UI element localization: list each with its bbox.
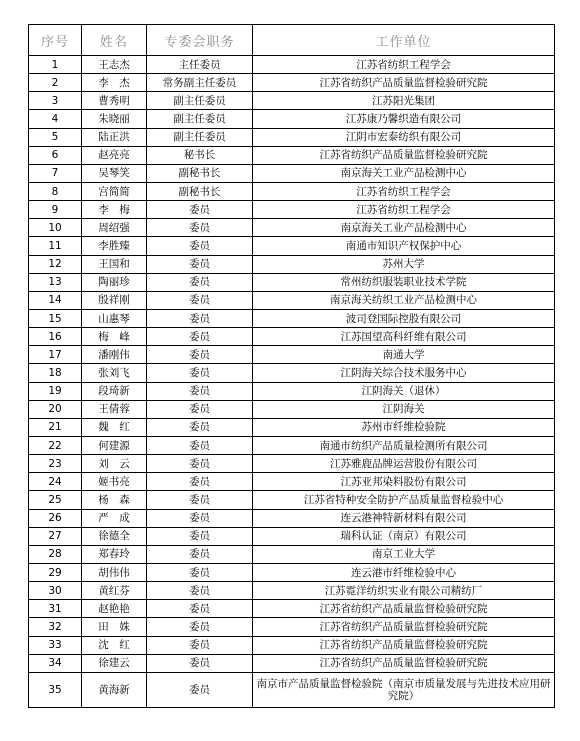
cell-workplace: 常州纺织服装职业技术学院 [253, 273, 555, 291]
cell-workplace: 江苏省纺织产品质量监督检验研究院 [253, 600, 555, 618]
table-row [29, 182, 555, 200]
cell-position: 副主任委员 [147, 110, 253, 128]
cell-index: 35 [29, 672, 82, 707]
table-row [29, 328, 555, 346]
table-row [29, 473, 555, 491]
cell-name: 严 成 [82, 509, 147, 527]
cell-name: 段琦新 [82, 382, 147, 400]
cell-position: 委员 [147, 491, 253, 509]
cell-name: 周绍强 [82, 219, 147, 237]
cell-index: 25 [29, 491, 82, 509]
cell-position: 委员 [147, 364, 253, 382]
cell-workplace: 江苏雅鹿品牌运营股份有限公司 [253, 455, 555, 473]
cell-position: 委员 [147, 618, 253, 636]
cell-position: 委员 [147, 672, 253, 707]
cell-index: 28 [29, 545, 82, 563]
table-row [29, 527, 555, 545]
cell-position: 委员 [147, 455, 253, 473]
cell-name: 王国和 [82, 255, 147, 273]
cell-name: 徐德全 [82, 527, 147, 545]
table-row [29, 146, 555, 164]
table-row [29, 600, 555, 618]
cell-position: 委员 [147, 545, 253, 563]
cell-workplace: 江阴海关（退休） [253, 382, 555, 400]
cell-index: 10 [29, 219, 82, 237]
cell-name: 陆正洪 [82, 128, 147, 146]
cell-workplace: 波司登国际控股有限公司 [253, 309, 555, 327]
cell-index: 15 [29, 309, 82, 327]
cell-position: 委员 [147, 654, 253, 672]
cell-workplace: 江苏省纺织产品质量监督检验研究院 [253, 146, 555, 164]
cell-name: 赵亮亮 [82, 146, 147, 164]
cell-position: 副秘书长 [147, 164, 253, 182]
cell-index: 18 [29, 364, 82, 382]
table-row [29, 273, 555, 291]
table-row [29, 563, 555, 581]
cell-index: 30 [29, 582, 82, 600]
cell-position: 委员 [147, 201, 253, 219]
table-row [29, 418, 555, 436]
cell-workplace: 南京海关纺织工业产品检测中心 [253, 291, 555, 309]
cell-name: 姬书亮 [82, 473, 147, 491]
cell-index: 14 [29, 291, 82, 309]
cell-index: 21 [29, 418, 82, 436]
cell-name: 徐建云 [82, 654, 147, 672]
cell-name: 田 姝 [82, 618, 147, 636]
cell-workplace: 江阴市宏泰纺织有限公司 [253, 128, 555, 146]
cell-workplace: 南京市产品质量监督检验院（南京市质量发展与先进技术应用研究院） [253, 672, 555, 707]
header-row [29, 25, 555, 56]
cell-index: 31 [29, 600, 82, 618]
cell-name: 李 梅 [82, 201, 147, 219]
table-row [29, 219, 555, 237]
header-index: 序号 [29, 25, 82, 56]
table-row [29, 654, 555, 672]
cell-index: 27 [29, 527, 82, 545]
cell-index: 1 [29, 56, 82, 74]
cell-index: 32 [29, 618, 82, 636]
cell-position: 委员 [147, 237, 253, 255]
cell-position: 秘书长 [147, 146, 253, 164]
table-row [29, 672, 555, 707]
table-row [29, 92, 555, 110]
cell-name: 李胜臻 [82, 237, 147, 255]
header-name: 姓名 [82, 25, 147, 56]
cell-index: 33 [29, 636, 82, 654]
cell-workplace: 南京工业大学 [253, 545, 555, 563]
table-header [29, 25, 555, 56]
cell-workplace: 江苏省纺织产品质量监督检验研究院 [253, 618, 555, 636]
cell-index: 17 [29, 346, 82, 364]
cell-workplace: 江苏省纺织工程学会 [253, 56, 555, 74]
cell-workplace: 江苏阳光集团 [253, 92, 555, 110]
cell-workplace: 苏州市纤维检验院 [253, 418, 555, 436]
table-row [29, 582, 555, 600]
cell-index: 22 [29, 436, 82, 454]
cell-workplace: 江阴海关综合技术服务中心 [253, 364, 555, 382]
cell-workplace: 江苏霓洋纺织实业有限公司精纺厂 [253, 582, 555, 600]
cell-name: 王志杰 [82, 56, 147, 74]
cell-index: 3 [29, 92, 82, 110]
cell-position: 委员 [147, 328, 253, 346]
cell-index: 23 [29, 455, 82, 473]
cell-position: 委员 [147, 563, 253, 581]
table-row [29, 291, 555, 309]
cell-name: 张刘飞 [82, 364, 147, 382]
cell-position: 委员 [147, 309, 253, 327]
cell-position: 委员 [147, 346, 253, 364]
cell-name: 黄红芬 [82, 582, 147, 600]
cell-name: 曹秀明 [82, 92, 147, 110]
committee-member-table [28, 24, 555, 708]
table-row [29, 201, 555, 219]
table-row [29, 309, 555, 327]
table-row [29, 545, 555, 563]
table-row [29, 56, 555, 74]
cell-workplace: 南京海关工业产品检测中心 [253, 219, 555, 237]
cell-name: 胡伟伟 [82, 563, 147, 581]
cell-name: 陶丽珍 [82, 273, 147, 291]
cell-workplace: 江苏亚邦染料股份有限公司 [253, 473, 555, 491]
cell-workplace: 江苏省纺织产品质量监督检验研究院 [253, 636, 555, 654]
cell-workplace: 南通市纺织产品质量检测所有限公司 [253, 436, 555, 454]
table-row [29, 455, 555, 473]
cell-workplace: 江阴海关 [253, 400, 555, 418]
cell-workplace: 南京海关工业产品检测中心 [253, 164, 555, 182]
cell-name: 魏 红 [82, 418, 147, 436]
cell-position: 常务副主任委员 [147, 74, 253, 92]
table-row [29, 74, 555, 92]
table-row [29, 346, 555, 364]
table-body [29, 56, 555, 708]
table-row [29, 436, 555, 454]
cell-index: 2 [29, 74, 82, 92]
table-row [29, 364, 555, 382]
cell-name: 朱晓丽 [82, 110, 147, 128]
cell-index: 34 [29, 654, 82, 672]
table-row [29, 255, 555, 273]
cell-position: 委员 [147, 291, 253, 309]
cell-name: 殷祥刚 [82, 291, 147, 309]
cell-position: 副主任委员 [147, 92, 253, 110]
cell-position: 委员 [147, 582, 253, 600]
cell-workplace: 江苏省纺织产品质量监督检验研究院 [253, 654, 555, 672]
cell-index: 4 [29, 110, 82, 128]
cell-position: 委员 [147, 473, 253, 491]
cell-index: 6 [29, 146, 82, 164]
cell-workplace: 连云港市纤维检验中心 [253, 563, 555, 581]
cell-index: 9 [29, 201, 82, 219]
cell-index: 8 [29, 182, 82, 200]
committee-member-table-container [28, 24, 554, 708]
cell-position: 主任委员 [147, 56, 253, 74]
cell-workplace: 江苏省纺织工程学会 [253, 201, 555, 219]
cell-name: 郑春玲 [82, 545, 147, 563]
cell-index: 24 [29, 473, 82, 491]
cell-index: 12 [29, 255, 82, 273]
cell-position: 委员 [147, 219, 253, 237]
cell-index: 11 [29, 237, 82, 255]
cell-position: 委员 [147, 436, 253, 454]
cell-workplace: 连云港神特新材料有限公司 [253, 509, 555, 527]
cell-index: 26 [29, 509, 82, 527]
table-row [29, 128, 555, 146]
cell-index: 16 [29, 328, 82, 346]
table-row [29, 491, 555, 509]
cell-position: 委员 [147, 418, 253, 436]
table-row [29, 164, 555, 182]
cell-index: 7 [29, 164, 82, 182]
cell-workplace: 南通市知识产权保护中心 [253, 237, 555, 255]
cell-index: 19 [29, 382, 82, 400]
cell-position: 委员 [147, 400, 253, 418]
cell-name: 何建源 [82, 436, 147, 454]
cell-position: 委员 [147, 636, 253, 654]
cell-workplace: 江苏省纺织产品质量监督检验研究院 [253, 74, 555, 92]
cell-workplace: 江苏国望高科纤维有限公司 [253, 328, 555, 346]
cell-name: 赵艳艳 [82, 600, 147, 618]
cell-position: 委员 [147, 527, 253, 545]
cell-position: 委员 [147, 255, 253, 273]
cell-name: 李 杰 [82, 74, 147, 92]
cell-position: 副秘书长 [147, 182, 253, 200]
table-row [29, 636, 555, 654]
cell-name: 梅 峰 [82, 328, 147, 346]
cell-index: 5 [29, 128, 82, 146]
cell-position: 委员 [147, 382, 253, 400]
cell-name: 潘刚伟 [82, 346, 147, 364]
table-row [29, 400, 555, 418]
cell-name: 王倩蓉 [82, 400, 147, 418]
cell-position: 委员 [147, 273, 253, 291]
cell-name: 沈 红 [82, 636, 147, 654]
header-workplace: 工作单位 [253, 25, 555, 56]
cell-index: 29 [29, 563, 82, 581]
header-position: 专委会职务 [147, 25, 253, 56]
cell-position: 委员 [147, 600, 253, 618]
cell-workplace: 苏州大学 [253, 255, 555, 273]
table-row [29, 618, 555, 636]
cell-name: 刘 云 [82, 455, 147, 473]
table-row [29, 237, 555, 255]
table-row [29, 382, 555, 400]
cell-name: 吴琴笑 [82, 164, 147, 182]
cell-name: 黄海新 [82, 672, 147, 707]
table-row [29, 509, 555, 527]
cell-workplace: 江苏省纺织工程学会 [253, 182, 555, 200]
cell-workplace: 江苏省特种安全防护产品质量监督检验中心 [253, 491, 555, 509]
cell-name: 宫简简 [82, 182, 147, 200]
cell-position: 委员 [147, 509, 253, 527]
table-row [29, 110, 555, 128]
cell-workplace: 江苏康乃馨织造有限公司 [253, 110, 555, 128]
cell-index: 13 [29, 273, 82, 291]
cell-workplace: 南通大学 [253, 346, 555, 364]
cell-workplace: 瑞科认证（南京）有限公司 [253, 527, 555, 545]
cell-name: 杨 森 [82, 491, 147, 509]
cell-name: 山惠琴 [82, 309, 147, 327]
cell-position: 副主任委员 [147, 128, 253, 146]
cell-index: 20 [29, 400, 82, 418]
